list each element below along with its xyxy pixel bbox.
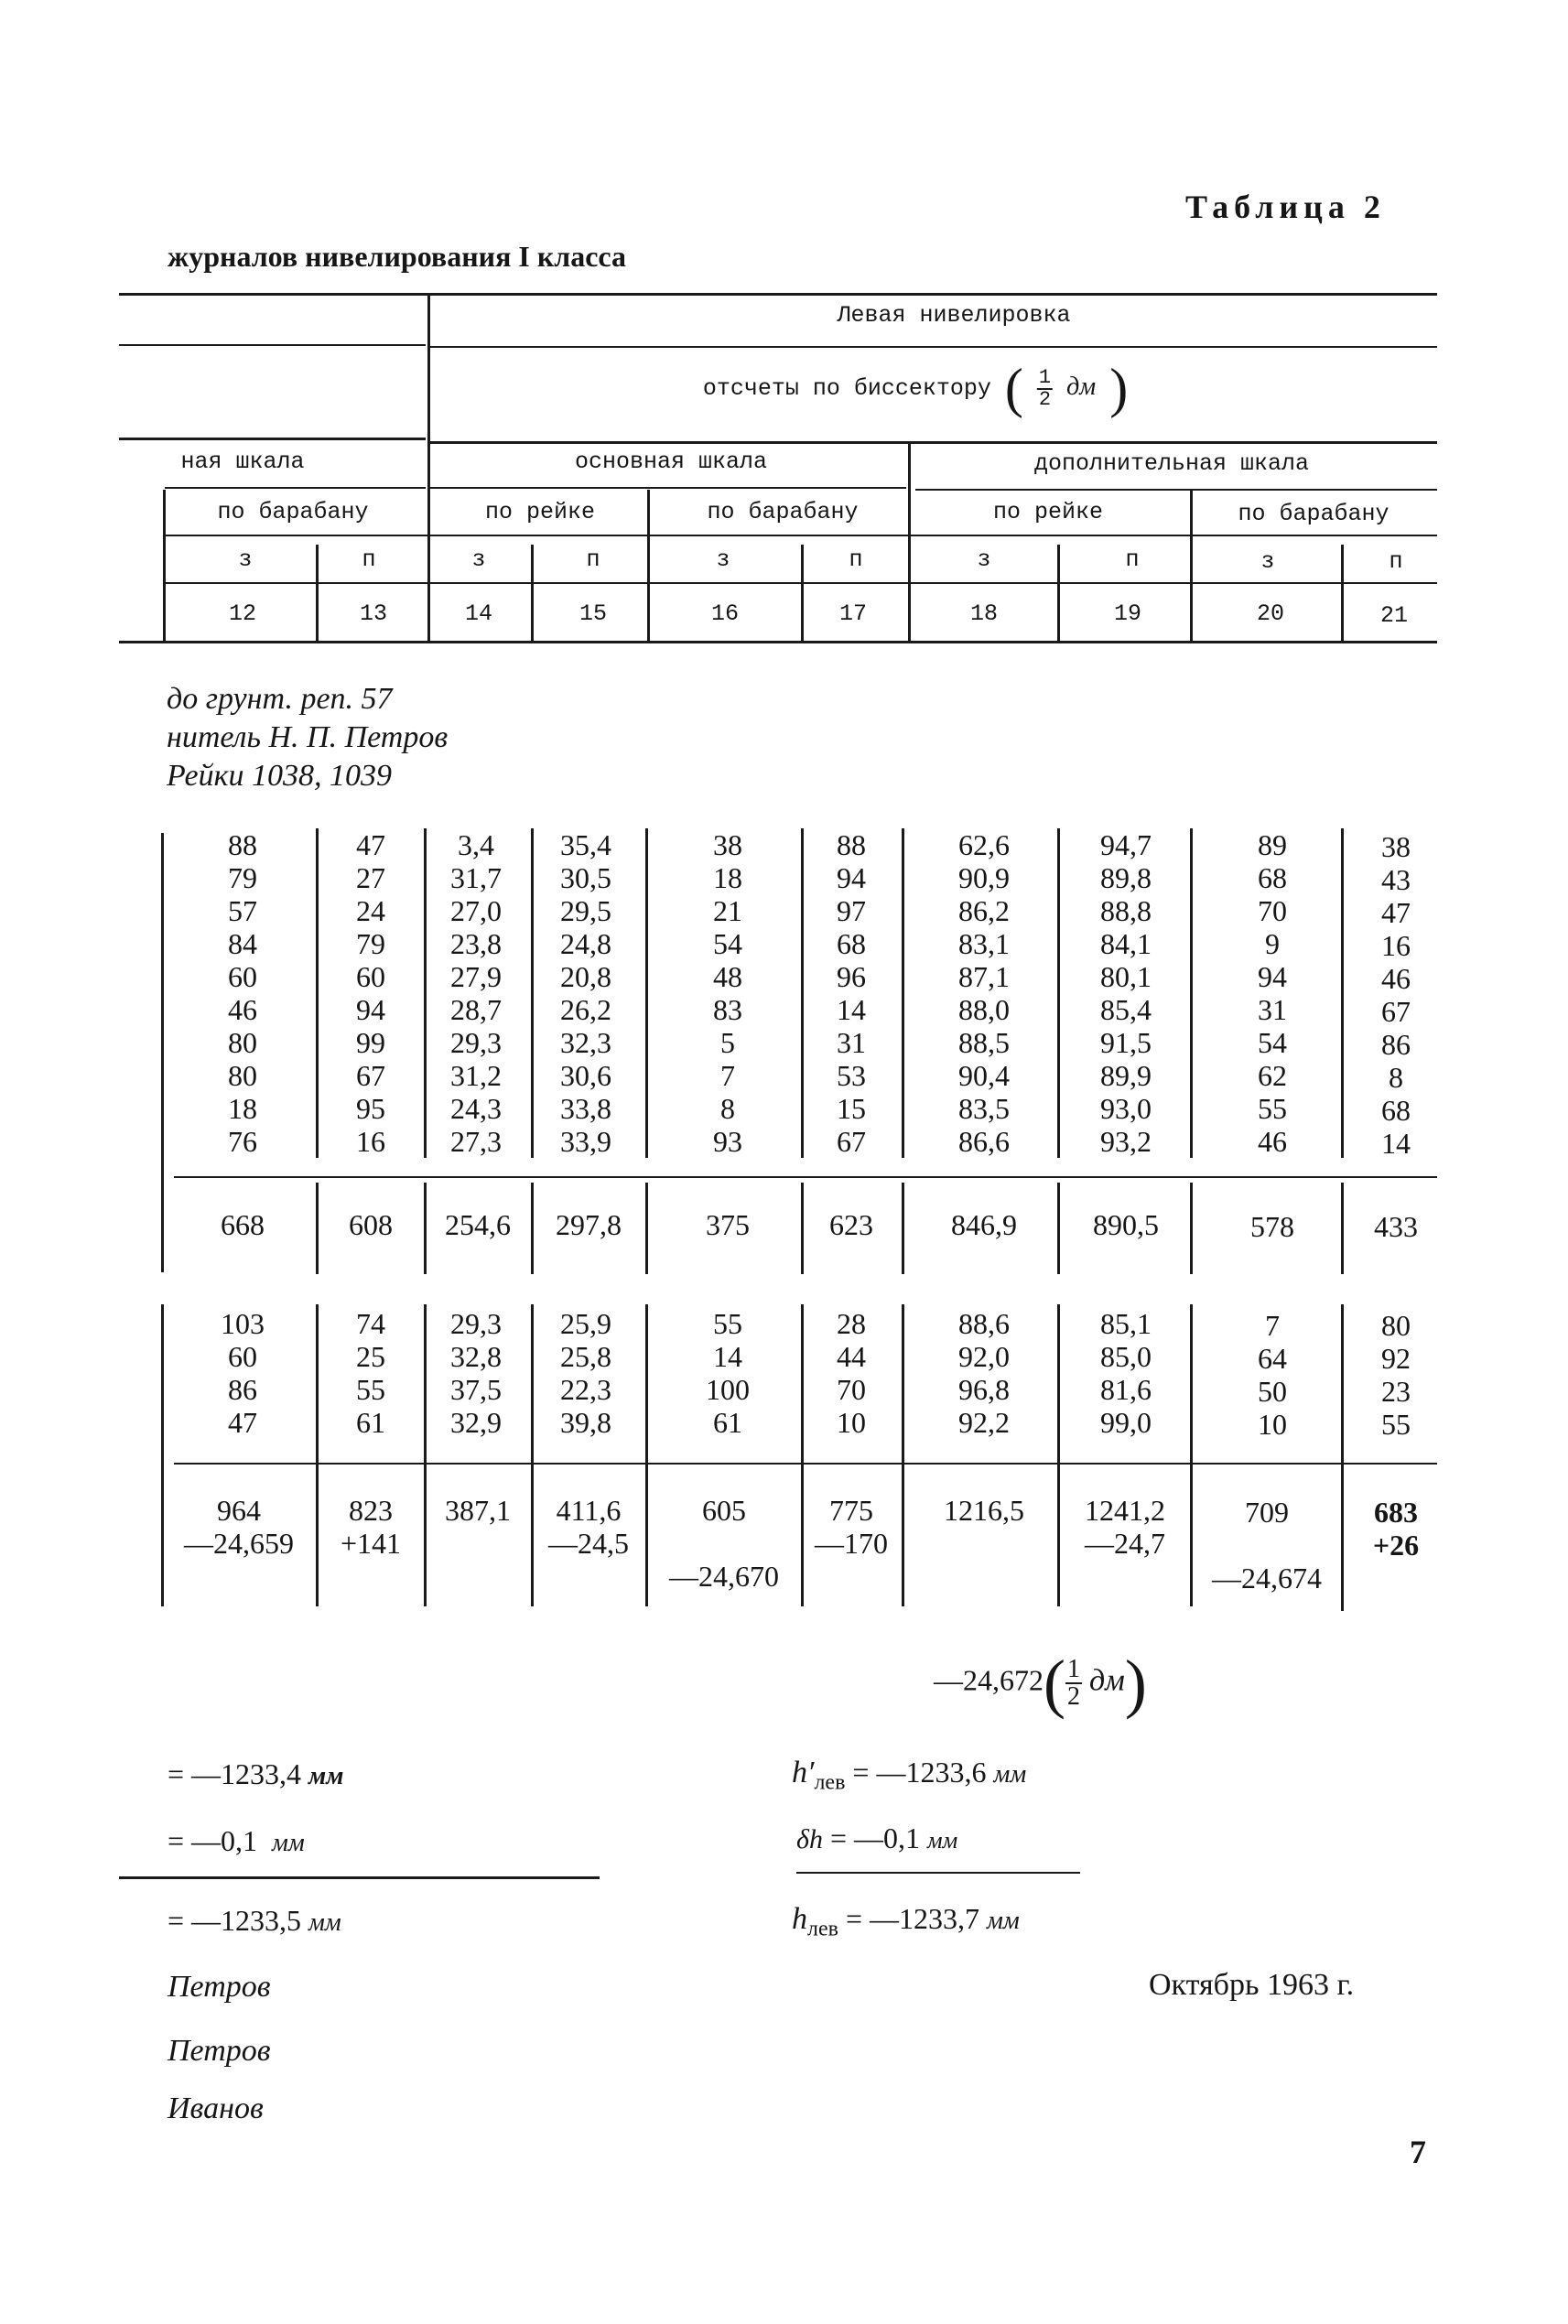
result-right-1 [792,1756,1026,1799]
rule [165,535,1437,536]
fraction-denominator: 2 [1038,387,1052,411]
col-z: з [716,546,730,573]
sum-cell: 375 [706,1208,750,1241]
data-column-18: 88,6 92,0 96,8 92,2 [958,1307,1010,1439]
data-column-16: 55 14 100 61 [706,1307,750,1439]
rule [1341,1183,1344,1274]
rule [430,346,1437,348]
data-column-15: 25,9 25,8 22,3 39,8 [560,1307,611,1439]
rule [119,344,426,346]
column-number: 18 [969,600,999,627]
rule [1057,828,1060,1158]
total-cell: 387,1 [445,1494,511,1527]
column-number: 17 [838,600,868,627]
rule [531,828,534,1158]
column-number: 13 [359,600,388,627]
sum-cell: 297,8 [556,1208,622,1241]
total-cell: 683 +26 [1372,1496,1420,1562]
data-column-18: 62,6 90,9 86,2 83,1 87,1 88,0 88,5 90,4 83,5 86,6 [958,828,1010,1158]
rule [161,1304,164,1606]
header-top-rule [119,293,1437,296]
column-number: 15 [579,600,608,627]
col-p: п [1125,546,1140,573]
delta-h-symbol: δh [796,1824,823,1854]
col-p: п [586,546,600,573]
signature-2: Петров [168,2034,271,2068]
col-p: п [849,546,863,573]
sum-cell: 608 [349,1208,393,1241]
mean-fraction-denominator: 2 [1066,1682,1080,1711]
subscript-lev: лев [814,1770,846,1795]
data-column-13: 47 27 24 79 60 94 99 67 95 16 [356,828,385,1158]
result-value: = —0,1 [168,1824,258,1857]
column-number: 21 [1379,602,1409,629]
col-p: п [362,546,376,573]
unit-mm: мм [993,1760,1027,1789]
col-z: з [977,546,991,573]
rule [316,1183,319,1274]
unit-mm: мм [987,1907,1020,1935]
total-cell: 823 +141 [340,1494,402,1560]
total-cell: 1216,5 [944,1494,1024,1527]
rule [796,1872,1080,1874]
rule [801,1304,804,1606]
column-number: 12 [228,600,257,627]
h-prime-symbol: h′ [792,1756,815,1789]
data-column-20: 89 68 70 9 94 31 54 62 55 46 [1258,828,1287,1158]
rule [531,545,534,641]
rule [1057,545,1060,641]
result-left-1 [168,1757,343,1793]
data-column-12: 103 60 86 47 [221,1307,265,1439]
rule [1190,1183,1193,1274]
data-column-14: 29,3 32,8 37,5 32,9 [450,1307,502,1439]
rule [645,1183,648,1274]
rule [424,1304,427,1606]
data-column-13: 74 25 55 61 [356,1307,385,1439]
rule [531,1304,534,1606]
rule [427,295,430,641]
table-label: Таблица 2 [1185,189,1386,225]
result-left-2 [168,1824,305,1860]
column-number: 16 [710,600,740,627]
rule [1190,490,1193,641]
rule [174,1463,1437,1465]
rule [163,490,166,641]
sum-cell: 890,5 [1093,1208,1159,1241]
rule [430,487,906,489]
rule [645,828,648,1158]
result-right-2 [796,1821,957,1857]
date: Октябрь 1963 г. [1149,1968,1355,2002]
rule [316,1304,319,1606]
total-cell: 775 —170 [815,1494,888,1560]
readings-prefix: отсчеты по биссектору [702,375,991,403]
total-cell: 964 —24,659 [184,1494,294,1560]
rule [801,828,804,1158]
sub-heading: по рейке [484,499,596,525]
col-z: з [1260,548,1275,575]
unit-mm: мм [927,1827,958,1854]
mean-number: —24,672 [934,1663,1044,1697]
rule [119,438,426,440]
result-value: = —1233,4 [168,1757,302,1790]
rule [645,1304,648,1606]
sum-cell: 623 [829,1208,873,1241]
mean-unit: дм [1088,1663,1125,1698]
result-right-3 [792,1902,1020,1945]
observer-line: нитель Н. П. Петров [167,720,449,754]
col-p: п [1389,548,1403,575]
unit-mm: мм [308,1762,344,1790]
rule [915,489,1437,491]
result-value: = —1233,6 [852,1756,987,1789]
sum-cell: 578 [1250,1210,1294,1243]
sub-heading: по рейке [992,499,1104,525]
rule [424,828,427,1158]
data-column-12: 88 79 57 84 60 46 80 80 18 76 [228,828,257,1158]
journal-title: журналов нивелирования I класса [168,240,627,273]
rule [161,1181,164,1272]
column-number: 20 [1256,600,1285,627]
total-cell: 605 —24,670 [669,1494,779,1593]
fraction-unit: дм [1066,373,1097,402]
rule [902,1183,904,1274]
unit-mm: мм [272,1829,305,1857]
scale-extra-heading: дополнительная шкала [1033,450,1310,477]
rule [908,441,911,641]
rule [316,545,319,641]
data-column-17: 88 94 97 68 96 14 31 53 15 67 [837,828,866,1158]
rule [801,1183,804,1274]
rule [647,490,650,641]
sub-heading: по барабану [707,499,859,525]
col-z: з [238,546,253,573]
data-column-16: 38 18 21 54 48 83 5 7 8 93 [713,828,742,1158]
result-value: = —1233,5 [168,1904,302,1937]
mean-fraction-numerator: 1 [1066,1655,1080,1683]
h-symbol: h [792,1902,807,1936]
rule [316,828,319,1158]
rule [1057,1304,1060,1606]
rods-line: Рейки 1038, 1039 [167,759,393,793]
data-column-19: 85,1 85,0 81,6 99,0 [1100,1307,1152,1439]
subscript-lev: лев [807,1917,838,1941]
page-number: 7 [1410,2134,1426,2170]
rule [165,487,426,489]
sub-heading: по барабану [217,499,369,525]
col-z: з [471,546,486,573]
total-cell: 709 —24,674 [1212,1496,1322,1594]
rule [902,828,904,1158]
result-value: = —1233,7 [845,1902,980,1935]
sum-cell: 254,6 [445,1208,511,1241]
column-number: 19 [1113,600,1142,627]
rule [119,1876,600,1879]
sum-cell: 668 [221,1208,265,1241]
result-left-3 [168,1904,341,1940]
total-cell: 1241,2 —24,7 [1085,1494,1165,1560]
total-cell: 411,6 —24,5 [548,1494,629,1560]
left-levelling-heading: Левая нивелировка [837,302,1071,329]
data-column-21: 80 92 23 55 [1381,1309,1411,1441]
result-value: = —0,1 [829,1821,920,1854]
benchmark-line: до грунт. реп. 57 [167,682,393,716]
sum-cell: 846,9 [951,1208,1017,1241]
rule [430,441,1437,444]
rule [902,1304,904,1606]
rule [1341,545,1344,641]
data-column-19: 94,7 89,8 88,8 84,1 80,1 85,4 91,5 89,9 93,0 93,2 [1100,828,1152,1158]
fraction-numerator: 1 [1038,365,1052,389]
data-column-17: 28 44 70 10 [837,1307,866,1439]
data-column-14: 3,4 31,7 27,0 23,8 27,9 28,7 29,3 31,2 24,3 27,3 [450,828,502,1158]
mean-value: —24,672( $\frac{1}{2}$ дм) [934,1647,1147,1720]
rule [1341,1304,1344,1611]
data-column-21: 38 43 47 16 46 67 86 8 68 14 [1381,830,1411,1160]
unit-mm: мм [308,1908,341,1937]
rule [1190,1304,1193,1606]
rule [801,545,804,641]
rule [1341,828,1344,1158]
column-number: 14 [464,600,493,627]
data-column-15: 35,4 30,5 29,5 24,8 20,8 26,2 32,3 30,6 33,8 33,9 [560,828,611,1158]
scale-left-heading: ная шкала [180,449,305,475]
data-column-20: 7 64 50 10 [1258,1309,1287,1441]
rule [1190,828,1193,1158]
rule [1057,1183,1060,1274]
scale-main-heading: основная шкала [574,449,768,475]
signature-3: Иванов [168,2092,264,2125]
readings-heading: отсчеты по биссектору ( $\frac{1}{2}$ дм ) [702,358,1129,418]
sub-heading: по барабану [1238,501,1390,527]
rule [174,1176,1437,1178]
header-bottom-rule [119,641,1437,643]
signature-1: Петров [168,1970,271,2004]
sum-cell: 433 [1374,1210,1418,1243]
